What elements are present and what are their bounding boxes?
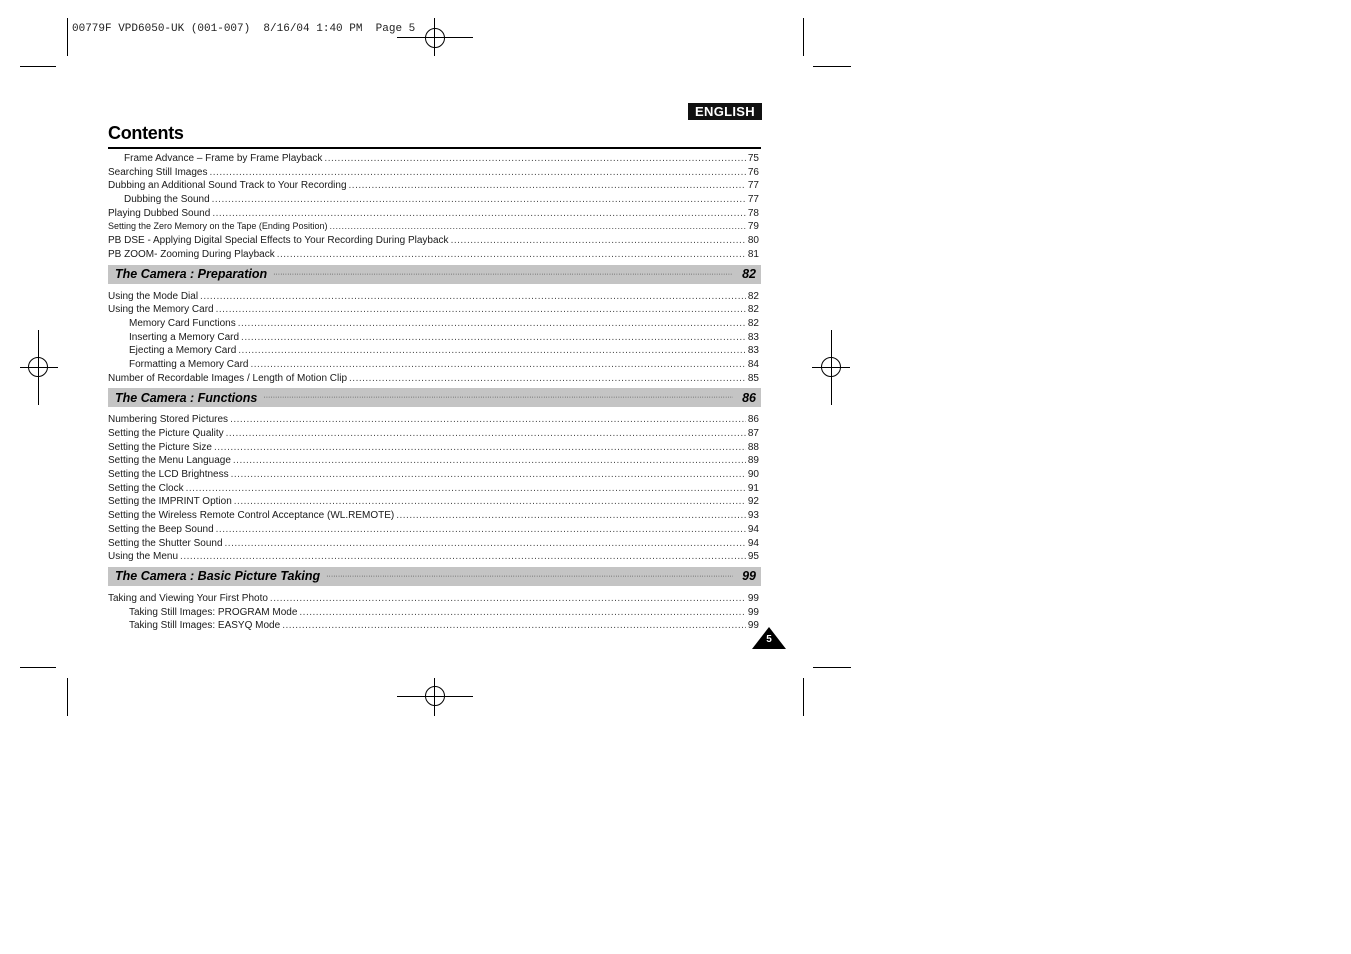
toc-entry-page: 99	[747, 620, 759, 632]
toc-entry-label: Dubbing the Sound	[124, 194, 210, 206]
toc-entry-page: 85	[747, 372, 759, 384]
toc-entry[interactable]	[108, 290, 759, 304]
toc-entry[interactable]	[108, 495, 759, 509]
toc-entry-page: 81	[747, 248, 759, 260]
leader-dots	[349, 372, 746, 386]
leader-dots	[326, 573, 733, 580]
leader-dots	[263, 394, 733, 401]
toc-entry-label: Using the Menu	[108, 551, 179, 563]
toc-entry-label: Setting the Picture Size	[108, 441, 212, 453]
toc-entry-page: 95	[747, 551, 759, 563]
leader-dots	[214, 441, 746, 455]
toc-entry-page: 87	[747, 428, 759, 439]
section-header-preparation[interactable]	[108, 265, 761, 284]
toc-entry[interactable]	[108, 193, 759, 207]
toc-entry-page: 99	[747, 606, 759, 618]
toc-entry-page: 79	[747, 221, 759, 233]
toc-entry[interactable]	[108, 372, 759, 386]
table-of-contents	[108, 152, 759, 633]
toc-entry[interactable]	[108, 317, 759, 331]
section-page: 86	[742, 390, 756, 405]
leader-dots	[282, 619, 746, 633]
toc-entry-label: Setting the Shutter Sound	[108, 537, 223, 549]
leader-dots	[238, 317, 746, 331]
print-slug-line: 00779F VPD6050-UK (001-007) 8/16/04 1:40 PM Page 5	[72, 23, 416, 35]
toc-entry-label: Setting the Wireless Remote Control Acceptance (WL.REMOTE)	[108, 510, 395, 522]
toc-entry[interactable]	[108, 303, 759, 317]
leader-dots	[226, 427, 746, 441]
toc-entry[interactable]	[108, 152, 759, 166]
toc-entry-page: 93	[747, 510, 759, 522]
toc-entry-page: 80	[747, 235, 759, 247]
section-page: 99	[742, 569, 756, 584]
toc-entry-page: 94	[747, 523, 759, 535]
toc-entry-label: Formatting a Memory Card	[129, 358, 249, 370]
toc-entry[interactable]	[108, 482, 759, 496]
toc-entry-label: PB ZOOM- Zooming During Playback	[108, 248, 275, 260]
toc-entry-label: Frame Advance – Frame by Frame Playback	[124, 153, 323, 164]
toc-entry[interactable]	[108, 550, 759, 564]
leader-dots	[329, 220, 745, 234]
leader-dots	[216, 523, 746, 537]
toc-entry-page: 86	[747, 414, 759, 426]
toc-entry-label: Taking Still Images: EASYQ Mode	[129, 620, 281, 632]
crop-mark	[813, 667, 851, 668]
section-title: The Camera : Preparation	[115, 267, 268, 281]
crop-mark	[803, 678, 804, 716]
crop-mark	[20, 66, 56, 67]
leader-dots	[233, 454, 746, 468]
toc-entry[interactable]	[108, 592, 759, 606]
toc-entry[interactable]	[108, 441, 759, 455]
toc-entry[interactable]	[108, 179, 759, 193]
toc-entry-label: Dubbing an Additional Sound Track to Your Recording	[108, 180, 347, 192]
toc-entry-label: Playing Dubbed Sound	[108, 207, 211, 219]
toc-entry[interactable]	[108, 248, 759, 262]
toc-entry-label: Taking Still Images: PROGRAM Mode	[129, 606, 298, 618]
leader-dots	[210, 166, 746, 180]
crop-mark	[803, 18, 804, 56]
leader-dots	[299, 606, 745, 620]
toc-entry-page: 83	[747, 331, 759, 343]
toc-entry-page: 78	[747, 207, 759, 219]
toc-entry-page: 82	[747, 304, 759, 316]
toc-entry[interactable]	[108, 220, 759, 234]
toc-entry-page: 91	[747, 482, 759, 494]
leader-dots	[180, 550, 746, 564]
toc-entry-page: 77	[747, 194, 759, 206]
leader-dots	[212, 193, 746, 207]
toc-entry[interactable]	[108, 344, 759, 358]
toc-entry-label: PB DSE - Applying Digital Special Effects to Your Recording During Playback	[108, 235, 449, 247]
toc-entry-label: Setting the Picture Quality	[108, 428, 224, 439]
title-divider	[108, 147, 761, 149]
toc-entry-label: Setting the Menu Language	[108, 455, 231, 467]
toc-entry[interactable]	[108, 468, 759, 482]
leader-dots	[216, 303, 746, 317]
toc-entry-label: Ejecting a Memory Card	[129, 345, 237, 357]
section-header-functions[interactable]	[108, 388, 761, 407]
crop-mark	[67, 678, 68, 716]
leader-dots	[349, 179, 746, 193]
toc-entry-label: Memory Card Functions	[129, 317, 236, 329]
toc-entry-label: Setting the Zero Memory on the Tape (Ending Position)	[108, 221, 328, 232]
leader-dots	[250, 358, 745, 372]
toc-entry[interactable]	[108, 207, 759, 221]
toc-entry-page: 82	[747, 317, 759, 329]
leader-dots	[270, 592, 746, 606]
toc-entry[interactable]	[108, 619, 759, 633]
toc-entry[interactable]	[108, 413, 759, 427]
page-number-badge	[752, 627, 786, 649]
leader-dots	[241, 331, 746, 345]
toc-entry[interactable]	[108, 427, 759, 441]
leader-dots	[212, 207, 746, 221]
leader-dots	[231, 468, 746, 482]
toc-entry[interactable]	[108, 166, 759, 180]
toc-entry[interactable]	[108, 358, 759, 372]
toc-entry[interactable]	[108, 234, 759, 248]
toc-entry-page: 75	[747, 153, 759, 164]
language-badge: ENGLISH	[688, 103, 762, 120]
toc-entry[interactable]	[108, 509, 759, 523]
page-title: Contents	[108, 123, 184, 143]
section-title: The Camera : Functions	[115, 390, 258, 405]
toc-entry-page: 88	[747, 441, 759, 453]
toc-entry-page: 90	[747, 469, 759, 481]
toc-entry-page: 77	[747, 180, 759, 192]
leader-dots	[396, 509, 746, 523]
toc-entry-label: Searching Still Images	[108, 166, 208, 178]
toc-entry-page: 83	[747, 345, 759, 357]
toc-entry[interactable]	[108, 331, 759, 345]
toc-entry-label: Inserting a Memory Card	[129, 331, 240, 343]
leader-dots	[234, 495, 746, 509]
toc-entry-page: 76	[747, 166, 759, 178]
toc-entry-label: Numbering Stored Pictures	[108, 414, 229, 426]
toc-entry-page: 84	[747, 358, 759, 370]
leader-dots	[186, 482, 746, 496]
section-header-basic-picture-taking[interactable]	[108, 567, 761, 586]
leader-dots	[225, 537, 746, 551]
section-title: The Camera : Basic Picture Taking	[115, 569, 321, 584]
toc-entry[interactable]	[108, 606, 759, 620]
crop-mark	[813, 66, 851, 67]
page-number: 5	[766, 634, 772, 645]
toc-entry-page: 94	[747, 537, 759, 549]
leader-dots	[230, 413, 746, 427]
crop-mark	[20, 667, 56, 668]
toc-entry-page: 89	[747, 455, 759, 467]
toc-entry[interactable]	[108, 537, 759, 551]
toc-entry-label: Using the Mode Dial	[108, 290, 199, 302]
toc-entry-label: Setting the IMPRINT Option	[108, 496, 232, 508]
leader-dots	[324, 152, 745, 166]
toc-entry-label: Using the Memory Card	[108, 304, 214, 316]
toc-entry-label: Setting the Beep Sound	[108, 523, 214, 535]
leader-dots	[238, 344, 746, 358]
section-page: 82	[742, 267, 756, 281]
toc-entry-page: 92	[747, 496, 759, 508]
toc-entry-page: 82	[747, 290, 759, 302]
crop-mark	[67, 18, 68, 56]
toc-entry[interactable]	[108, 523, 759, 537]
toc-entry[interactable]	[108, 454, 759, 468]
leader-dots	[451, 234, 746, 248]
toc-entry-label: Setting the Clock	[108, 482, 184, 494]
leader-dots	[277, 248, 746, 262]
toc-entry-page: 99	[747, 592, 759, 604]
toc-entry-label: Taking and Viewing Your First Photo	[108, 592, 268, 604]
toc-entry-label: Number of Recordable Images / Length of Motion Clip	[108, 372, 348, 384]
toc-entry-label: Setting the LCD Brightness	[108, 469, 229, 481]
leader-dots	[273, 271, 733, 278]
leader-dots	[200, 290, 746, 304]
